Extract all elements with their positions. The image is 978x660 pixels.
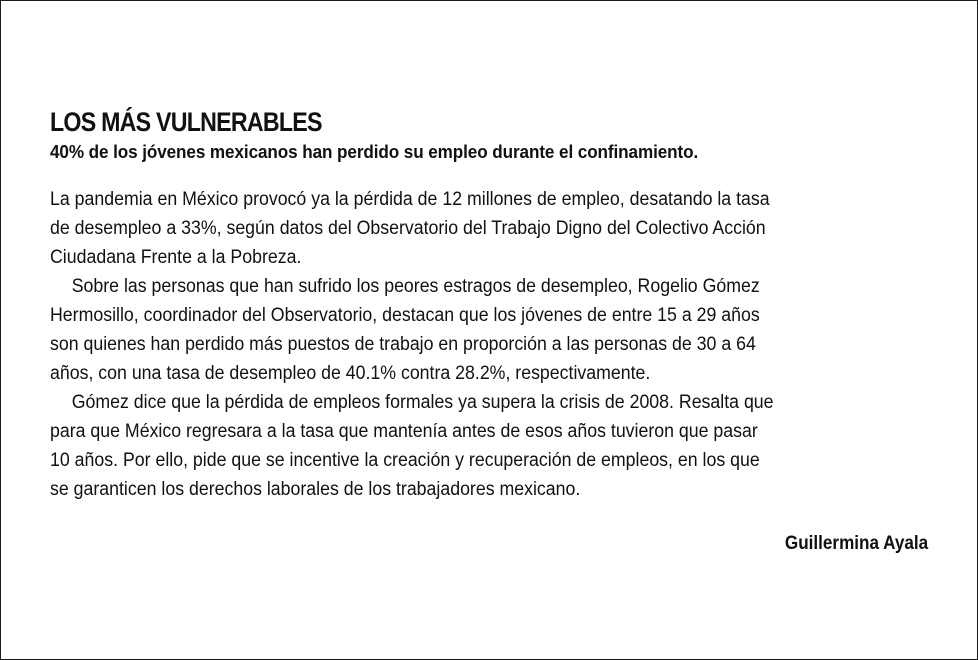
article-body	[50, 185, 932, 504]
body-line: se garanticen los derechos laborales de los trabajadores mexicano.	[50, 478, 581, 500]
author-byline: Guillermina Ayala	[784, 533, 928, 554]
paragraph-3	[50, 388, 932, 504]
body-line: Gómez dice que la pérdida de empleos formales ya supera la crisis de 2008. Resalta que	[71, 391, 774, 413]
body-line: 10 años. Por ello, pide que se incentive la creación y recuperación de empleos, en los que	[50, 449, 760, 471]
subheadline: 40% de los jóvenes mexicanos han perdido su empleo durante el confinamiento.	[50, 141, 699, 162]
paragraph-2	[50, 272, 932, 388]
body-line: Hermosillo, coordinador del Observatorio, destacan que los jóvenes de entre 15 a 29 años	[50, 304, 760, 326]
body-line: de desempleo a 33%, según datos del Observatorio del Trabajo Digno del Colectivo Acción	[50, 217, 766, 239]
body-line: Sobre las personas que han sufrido los peores estragos de desempleo, Rogelio Gómez	[71, 275, 760, 297]
headline: LOS MÁS VULNERABLES	[50, 107, 322, 137]
paragraph-1	[50, 185, 932, 272]
article-content	[50, 106, 932, 504]
body-line: años, con una tasa de desempleo de 40.1% contra 28.2%, respectivamente.	[50, 362, 651, 384]
body-line: para que México regresara a la tasa que mantenía antes de esos años tuvieron que pasar	[50, 420, 758, 442]
body-line: son quienes han perdido más puestos de trabajo en proporción a las personas de 30 a 64	[50, 333, 756, 355]
body-line: La pandemia en México provocó ya la pérdida de 12 millones de empleo, desatando la tasa	[50, 188, 770, 210]
body-line: Ciudadana Frente a la Pobreza.	[50, 246, 302, 268]
